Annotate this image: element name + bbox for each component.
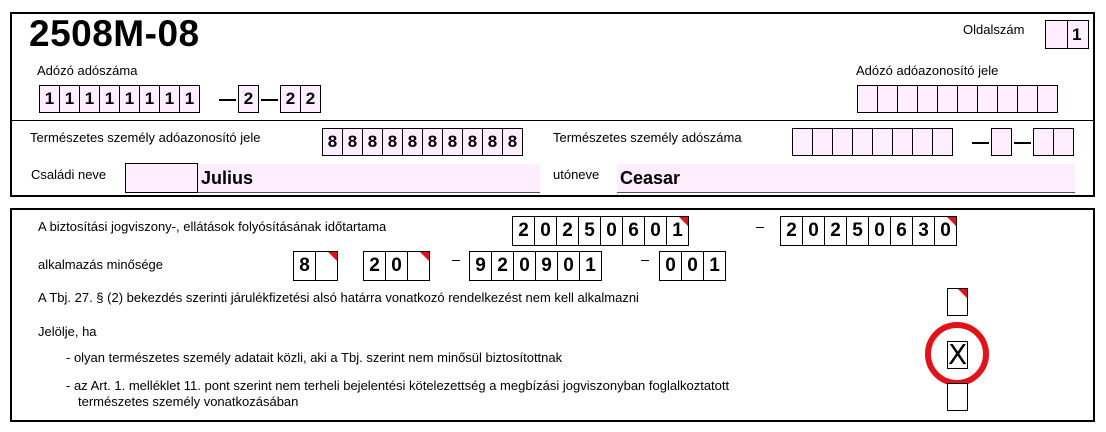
digit-cell[interactable]: 2: [280, 85, 301, 113]
digit-cell[interactable]: 1: [39, 85, 60, 113]
digit-cell[interactable]: 1: [179, 85, 200, 113]
digit-cell[interactable]: 1: [579, 251, 602, 281]
mark-label: Jelölje, ha: [38, 324, 97, 339]
digit-cell[interactable]: [991, 128, 1012, 156]
duration-label: A biztosítási jogviszony-, ellátások folyósításának időtartama: [38, 219, 387, 234]
digit-cell[interactable]: 8: [342, 128, 363, 156]
employment-dash-1: [452, 260, 460, 261]
digit-cell[interactable]: [957, 85, 978, 113]
family-name-prefix-field[interactable]: [125, 163, 198, 193]
digit-cell[interactable]: [407, 251, 430, 281]
tax-number-county-code[interactable]: [280, 85, 321, 113]
start-date-field[interactable]: [512, 216, 689, 246]
digit-cell[interactable]: [917, 85, 938, 113]
employment-dash-2: [641, 260, 649, 261]
digit-cell[interactable]: 0: [534, 216, 557, 246]
digit-cell[interactable]: 0: [600, 216, 623, 246]
option-1-text: - olyan természetes személy adatait közli, aki a Tbj. szerint nem minősül biztosítottnak: [66, 350, 563, 365]
digit-cell[interactable]: [792, 128, 813, 156]
tax-id-field[interactable]: [857, 85, 1058, 113]
digit-cell[interactable]: [1037, 85, 1058, 113]
natural-tax-number-label: Természetes személy adószáma: [553, 130, 742, 145]
digit-cell[interactable]: [877, 85, 898, 113]
digit-cell[interactable]: 8: [442, 128, 463, 156]
digit-cell[interactable]: [857, 85, 878, 113]
digit-cell[interactable]: [315, 251, 338, 281]
employment-code-part-1[interactable]: [293, 251, 338, 281]
tbj-checkbox[interactable]: [947, 288, 968, 316]
tax-number-dash-2: [261, 99, 278, 101]
digit-cell[interactable]: 2: [556, 216, 579, 246]
digit-cell[interactable]: 0: [513, 251, 536, 281]
digit-cell[interactable]: 0: [644, 216, 667, 246]
natural-tax-id-label: Természetes személy adóazonosító jele: [30, 130, 261, 145]
digit-cell[interactable]: 0: [802, 216, 825, 246]
option-2-checkbox[interactable]: [947, 383, 968, 411]
employment-code-part-3[interactable]: [469, 251, 602, 281]
digit-cell[interactable]: 3: [912, 216, 935, 246]
employment-label: alkalmazás minősége: [38, 257, 164, 272]
employment-code-part-2[interactable]: [363, 251, 430, 281]
tax-number-main[interactable]: [39, 85, 200, 113]
tbj-text: A Tbj. 27. § (2) bekezdés szerinti járulékfizetési alsó határra vonatkozó rendelkezést nem kell alkalmazni: [38, 290, 639, 305]
digit-cell[interactable]: [997, 85, 1018, 113]
highlight-circle: [925, 322, 989, 386]
digit-cell[interactable]: [812, 128, 833, 156]
digit-cell[interactable]: 8: [362, 128, 383, 156]
date-range-dash: [756, 227, 764, 228]
given-name-field[interactable]: Ceasar: [617, 164, 1075, 193]
natural-tax-number-dash-1: [972, 142, 989, 144]
digit-cell[interactable]: [977, 85, 998, 113]
digit-cell[interactable]: [852, 128, 873, 156]
digit-cell[interactable]: 8: [482, 128, 503, 156]
digit-cell[interactable]: 0: [385, 251, 408, 281]
digit-cell[interactable]: 8: [402, 128, 423, 156]
digit-cell[interactable]: 1: [139, 85, 160, 113]
digit-cell[interactable]: 2: [491, 251, 514, 281]
tax-id-label: Adózó adóazonosító jele: [856, 63, 999, 78]
digit-cell[interactable]: 1: [703, 251, 726, 281]
family-name-label: Családi neve: [31, 167, 107, 182]
digit-cell[interactable]: [872, 128, 893, 156]
digit-cell[interactable]: 2: [824, 216, 847, 246]
digit-cell[interactable]: 1: [59, 85, 80, 113]
digit-cell[interactable]: 8: [502, 128, 523, 156]
option-2-text-line-1: - az Art. 1. melléklet 11. pont szerint nem terheli bejelentési kötelezettség a megbízási jogviszonyban foglalkoztatott: [66, 378, 730, 393]
digit-cell[interactable]: [892, 128, 913, 156]
digit-cell[interactable]: 2: [238, 85, 259, 113]
given-name-label: utóneve: [553, 167, 600, 182]
digit-cell[interactable]: 9: [469, 251, 492, 281]
digit-cell[interactable]: 1: [79, 85, 100, 113]
form-code: 2508M-08: [29, 13, 200, 54]
digit-cell[interactable]: 0: [868, 216, 891, 246]
digit-cell[interactable]: 0: [557, 251, 580, 281]
digit-cell[interactable]: [1017, 85, 1038, 113]
end-date-field[interactable]: [780, 216, 957, 246]
digit-cell[interactable]: 5: [846, 216, 869, 246]
digit-cell[interactable]: 8: [322, 128, 343, 156]
natural-tax-id-field[interactable]: [322, 128, 523, 156]
option-2-text-line-2: természetes személy vonatkozásában: [78, 394, 299, 409]
digit-cell[interactable]: 9: [535, 251, 558, 281]
digit-cell[interactable]: 2: [512, 216, 535, 246]
digit-cell[interactable]: 0: [934, 216, 957, 246]
digit-cell[interactable]: 2: [300, 85, 321, 113]
digit-cell[interactable]: 2: [780, 216, 803, 246]
digit-cell[interactable]: 1: [666, 216, 689, 246]
digit-cell[interactable]: [897, 85, 918, 113]
digit-cell[interactable]: [932, 128, 953, 156]
digit-cell[interactable]: 8: [382, 128, 403, 156]
digit-cell[interactable]: 1: [99, 85, 120, 113]
employment-code-part-4[interactable]: [659, 251, 726, 281]
tax-number-label: Adózó adószáma: [37, 63, 138, 78]
digit-cell[interactable]: [1033, 128, 1054, 156]
digit-cell[interactable]: 1: [159, 85, 180, 113]
panel-divider: [11, 120, 1094, 121]
natural-tax-number-vat-code[interactable]: [991, 128, 1012, 156]
digit-cell[interactable]: 8: [293, 251, 316, 281]
digit-cell[interactable]: 6: [890, 216, 913, 246]
tax-number-vat-code[interactable]: [238, 85, 259, 113]
digit-cell[interactable]: 2: [363, 251, 386, 281]
digit-cell[interactable]: 6: [622, 216, 645, 246]
digit-cell[interactable]: 0: [681, 251, 704, 281]
natural-tax-number-dash-2: [1014, 142, 1031, 144]
natural-tax-number-county-code[interactable]: [1033, 128, 1074, 156]
page-number-value: 1: [1072, 25, 1082, 44]
tax-number-dash-1: [219, 99, 236, 101]
digit-cell[interactable]: [1053, 128, 1074, 156]
digit-cell[interactable]: [912, 128, 933, 156]
digit-cell[interactable]: [937, 85, 958, 113]
digit-cell[interactable]: 1: [119, 85, 140, 113]
option-1-mark: X: [948, 338, 968, 371]
page-number-label: Oldalszám: [963, 22, 1025, 37]
family-name-field[interactable]: Julius: [198, 164, 540, 193]
page-number-field[interactable]: [1045, 20, 1089, 49]
digit-cell[interactable]: 0: [659, 251, 682, 281]
natural-tax-number-main[interactable]: [792, 128, 953, 156]
digit-cell[interactable]: 8: [422, 128, 443, 156]
digit-cell[interactable]: 5: [578, 216, 601, 246]
digit-cell[interactable]: [832, 128, 853, 156]
digit-cell[interactable]: 8: [462, 128, 483, 156]
